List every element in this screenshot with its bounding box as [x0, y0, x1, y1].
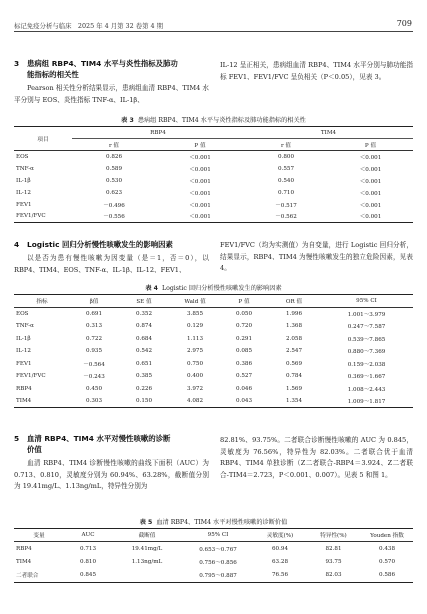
table4-cell: 0.539～7.865 — [347, 336, 386, 343]
t3-cell-p2: ＜0.001 — [359, 154, 382, 161]
table4-header-5: OR 值 — [268, 295, 320, 308]
t3-cell-p1: ＜0.001 — [189, 166, 211, 173]
t3-cell-r1: 0.530 — [105, 177, 122, 184]
table4-cell: 2.058 — [285, 335, 302, 342]
table5-cell: 0.570 — [378, 558, 395, 565]
table5-cell — [112, 569, 182, 583]
table5-cell: 82.03 — [306, 569, 361, 583]
table5-cell: 0.438 — [378, 545, 395, 552]
table5-cell: RBP4 — [16, 545, 32, 552]
table5-cell: 60.94 — [271, 545, 288, 552]
table5-cell: 0.713 — [79, 545, 96, 552]
t3-group-tim4: TIM4 — [244, 127, 413, 139]
table5-cell: 19.41mg/L — [131, 545, 163, 552]
table4-cell: 0.400 — [186, 373, 203, 380]
t3-col-item: 项目 — [14, 127, 72, 151]
table4-header-2: SE 值 — [118, 295, 170, 308]
table4-cell: 0.691 — [85, 311, 102, 317]
table5-header-0: 变量 — [14, 529, 64, 542]
table-4-caption: 表 4 Logistic 回归分析慢性咳嗽发生的影响因素 — [145, 285, 282, 292]
table-4 — [14, 294, 413, 408]
section-4-text-left: 以是否为患有慢性咳嗽为因变量（是＝1，否＝0），以 RBP4、TIM4、EOS、TNF-α、IL-1β、IL-12、FEV1、 — [14, 254, 209, 274]
t3-sub-r2: r 值 — [244, 139, 328, 151]
table-5 — [14, 528, 413, 583]
table5-header-1: AUC — [64, 529, 112, 542]
table5-cell: 1.13ng/mL — [131, 558, 163, 565]
page-number: 709 — [396, 19, 412, 28]
t3-cell-p2: ＜0.001 — [359, 166, 382, 173]
table4-cell: 0.527 — [235, 373, 252, 380]
table4-cell: 0.150 — [118, 395, 170, 408]
table5-cell: 0.845 — [64, 569, 112, 583]
table4-cell: －0.564 — [83, 361, 105, 368]
t3-group-rbp4: RBP4 — [72, 127, 244, 139]
table4-cell: 0.313 — [85, 323, 102, 330]
t3-cell-p1: ＜0.001 — [189, 190, 211, 197]
table4-cell: EOS — [16, 311, 29, 317]
table4-header-3: Wald 值 — [170, 295, 220, 308]
table4-cell: FEV1/FVC — [16, 373, 46, 380]
table-row — [14, 370, 413, 383]
table4-cell: 0.303 — [70, 395, 118, 408]
table4-cell: 0.722 — [85, 335, 102, 342]
table4-header-0: 指标 — [14, 295, 70, 308]
table4-cell: 0.352 — [135, 311, 152, 317]
section-5-text-right: 82.81%、93.75%。二者联合诊断慢性咳嗽的 AUC 为 0.845，灵敏度为 76.56%，特异性为 82.03%。二者联合优于血清 RBP4、TIM4 单独诊断（Z二者联合-RBP4＝3.924、Z二者联合-TIM4＝2.723，P＜0.001、0.007）。见表 5 和图 1。 — [220, 436, 413, 479]
table4-cell: 4.082 — [170, 395, 220, 408]
table4-header-4: P 值 — [220, 295, 268, 308]
table4-cell: 0.050 — [235, 311, 252, 317]
table4-cell: －0.243 — [83, 374, 105, 381]
table5-cell: 63.28 — [271, 558, 288, 565]
table4-cell: 0.385 — [135, 373, 152, 380]
table4-cell: 0.226 — [135, 385, 152, 392]
table5-header-5: 特异性(%) — [306, 529, 361, 542]
section-3-text-right: IL-12 呈正相关，患病组血清 RBP4、TIM4 水平分别与肺功能指标 FEV1、FEV1/FVC 呈负相关（P＜0.05），见表 3。 — [220, 61, 413, 81]
section-4-text-right: FEV1/FVC（均为实测值）为自变量，进行 Logistic 回归分析，结果显示，RBP4、TIM4 为慢性咳嗽发生的独立危险因素，见表 4。 — [220, 241, 413, 273]
table4-cell: 0.046 — [235, 385, 252, 392]
table-row — [14, 308, 413, 321]
t3-cell-p2: ＜0.001 — [328, 211, 413, 223]
table4-cell: 1.009～1.817 — [320, 395, 413, 408]
table-row — [14, 333, 413, 346]
table4-cell: 0.880～7.369 — [347, 349, 386, 356]
table4-header-1: β值 — [70, 295, 118, 308]
table-row — [14, 211, 413, 223]
table-row — [14, 175, 413, 187]
t3-cell-p2: ＜0.001 — [359, 178, 382, 185]
t3-cell-r2: 0.800 — [277, 153, 294, 160]
table-row — [14, 383, 413, 396]
table4-cell: 0.684 — [135, 335, 152, 342]
t3-sub-r1: r 值 — [72, 139, 156, 151]
t3-sub-p2: P 值 — [328, 139, 413, 151]
t3-cell-name: IL-12 — [16, 189, 31, 196]
table5-cell: 0.795～0.887 — [182, 569, 254, 583]
section-3-text-left: Pearson 相关性分析结果显示，患病组血清 RBP4、TIM4 水平分别与 EOS、炎性指标 TNF-α、IL-1β、 — [14, 84, 209, 104]
table-row — [14, 163, 413, 175]
table-row — [14, 542, 413, 556]
table4-cell: 0.784 — [285, 373, 302, 380]
table-row — [14, 569, 413, 583]
table5-header-6: Youden 指数 — [361, 529, 413, 542]
table4-cell: 1.001～3.979 — [347, 312, 386, 318]
table4-cell: 1.008～2.443 — [347, 386, 386, 393]
table-row — [14, 345, 413, 358]
t3-cell-r1: 0.623 — [105, 189, 122, 196]
t3-cell-r2: 0.540 — [277, 177, 294, 184]
section-3-title: 3 患病组 RBP4、TIM4 水平与炎性指标及肺功 能指标的相关性 — [14, 59, 178, 79]
table4-cell: 0.291 — [235, 335, 252, 342]
t3-cell-r2: 0.710 — [277, 189, 294, 196]
table4-cell: 0.129 — [186, 323, 203, 330]
table4-cell: 0.569 — [285, 360, 302, 367]
table4-cell: IL-12 — [16, 348, 31, 355]
table4-cell: 1.113 — [186, 335, 203, 342]
table-row — [14, 199, 413, 211]
table5-cell: 0.586 — [361, 569, 413, 583]
table4-cell: 2.975 — [186, 348, 203, 355]
t3-cell-name: FEV1/FVC — [14, 211, 72, 223]
t3-cell-p1: ＜0.001 — [189, 154, 211, 161]
t3-cell-r1: 0.826 — [105, 153, 122, 160]
table4-cell: 0.651 — [135, 360, 152, 367]
t3-cell-name: FEV1 — [16, 201, 32, 208]
table4-cell: 0.159～2.038 — [347, 361, 386, 368]
table5-header-3: 95% CI — [182, 529, 254, 542]
table4-cell: 1.368 — [285, 323, 302, 330]
table-3-caption: 表 3 患病组 RBP4、TIM4 水平与炎性指标及肺功能指标的相关性 — [121, 117, 306, 124]
table4-cell: 0.450 — [85, 385, 102, 392]
table5-cell: TIM4 — [16, 558, 32, 565]
table-row — [14, 395, 413, 408]
table5-header-4: 灵敏度(%) — [254, 529, 306, 542]
table-row — [14, 358, 413, 371]
table5-cell: 0.756～0.856 — [199, 559, 237, 566]
table4-cell: 0.542 — [135, 348, 152, 355]
table-5-caption: 表 5 血清 RBP4、TIM4 水平对慢性咳嗽的诊断价值 — [139, 519, 288, 526]
table4-cell: 0.043 — [220, 395, 268, 408]
t3-cell-p1: ＜0.001 — [189, 202, 211, 209]
table4-cell: 0.247～7.587 — [347, 324, 386, 331]
table4-cell: 0.369～1.667 — [347, 374, 386, 381]
t3-cell-r2: －0.562 — [244, 211, 328, 223]
table-row — [14, 187, 413, 199]
table4-cell: TNF-α — [16, 323, 34, 330]
table4-cell: FEV1 — [16, 360, 32, 367]
table5-cell: 0.653～0.767 — [199, 546, 237, 553]
table5-cell: 82.81 — [325, 545, 342, 552]
t3-cell-name: EOS — [16, 153, 29, 160]
table4-cell: 0.386 — [235, 360, 252, 367]
table4-cell: 0.085 — [235, 348, 252, 355]
t3-cell-r1: －0.556 — [72, 211, 156, 223]
table-3 — [14, 126, 413, 223]
t3-cell-r1: 0.589 — [105, 165, 122, 172]
table4-cell: IL-1β — [16, 335, 31, 342]
table4-cell: 1.996 — [285, 311, 302, 317]
table4-cell: 0.750 — [186, 360, 203, 367]
table-row — [14, 320, 413, 333]
table4-cell: 2.547 — [285, 348, 302, 355]
t3-sub-p1: P 值 — [156, 139, 244, 151]
table4-cell: 1.569 — [285, 385, 302, 392]
t3-cell-p1: ＜0.001 — [189, 178, 211, 185]
table5-cell: 76.56 — [254, 569, 306, 583]
table5-cell: 二者联合 — [14, 569, 64, 583]
section-5-title: 5 血清 RBP4、TIM4 水平对慢性咳嗽的诊断 价值 — [14, 434, 171, 454]
table5-cell: 93.75 — [325, 558, 342, 565]
table4-cell: 3.855 — [186, 311, 203, 317]
table4-cell: TIM4 — [14, 395, 70, 408]
table4-cell: 0.874 — [135, 323, 152, 330]
table5-header-2: 截断值 — [112, 529, 182, 542]
header-rule — [14, 31, 413, 32]
t3-cell-p2: ＜0.001 — [359, 202, 382, 209]
table4-cell: 0.935 — [85, 348, 102, 355]
t3-cell-name: IL-1β — [16, 177, 31, 184]
t3-cell-name: TNF-α — [16, 165, 34, 172]
t3-cell-r2: 0.557 — [277, 165, 294, 172]
table4-cell: 1.354 — [268, 395, 320, 408]
table-row — [14, 151, 413, 163]
section-4-title: 4 Logistic 回归分析慢性咳嗽发生的影响因素 — [14, 240, 173, 249]
table4-header-6: 95% CI — [320, 295, 413, 308]
running-header: 标记免疫分析与临床 2025 年 4 月第 32 卷第 4 期 — [14, 22, 163, 30]
t3-cell-r1: －0.496 — [103, 202, 125, 209]
t3-cell-p1: ＜0.001 — [156, 211, 244, 223]
section-5-text-left: 血清 RBP4、TIM4 诊断慢性咳嗽的曲线下面积（AUC）为 0.713、0.810，灵敏度分别为 60.94%、63.28%，截断值分别为 19.41mg/L、1.13ng/mL，特异性分别为 — [14, 459, 209, 491]
table4-cell: 3.972 — [186, 385, 203, 392]
t3-cell-p2: ＜0.001 — [359, 190, 382, 197]
table5-cell: 0.810 — [79, 558, 96, 565]
table4-cell: RBP4 — [16, 385, 32, 392]
table4-cell: 0.720 — [235, 323, 252, 330]
t3-cell-r2: －0.517 — [275, 202, 297, 209]
table-row — [14, 555, 413, 569]
